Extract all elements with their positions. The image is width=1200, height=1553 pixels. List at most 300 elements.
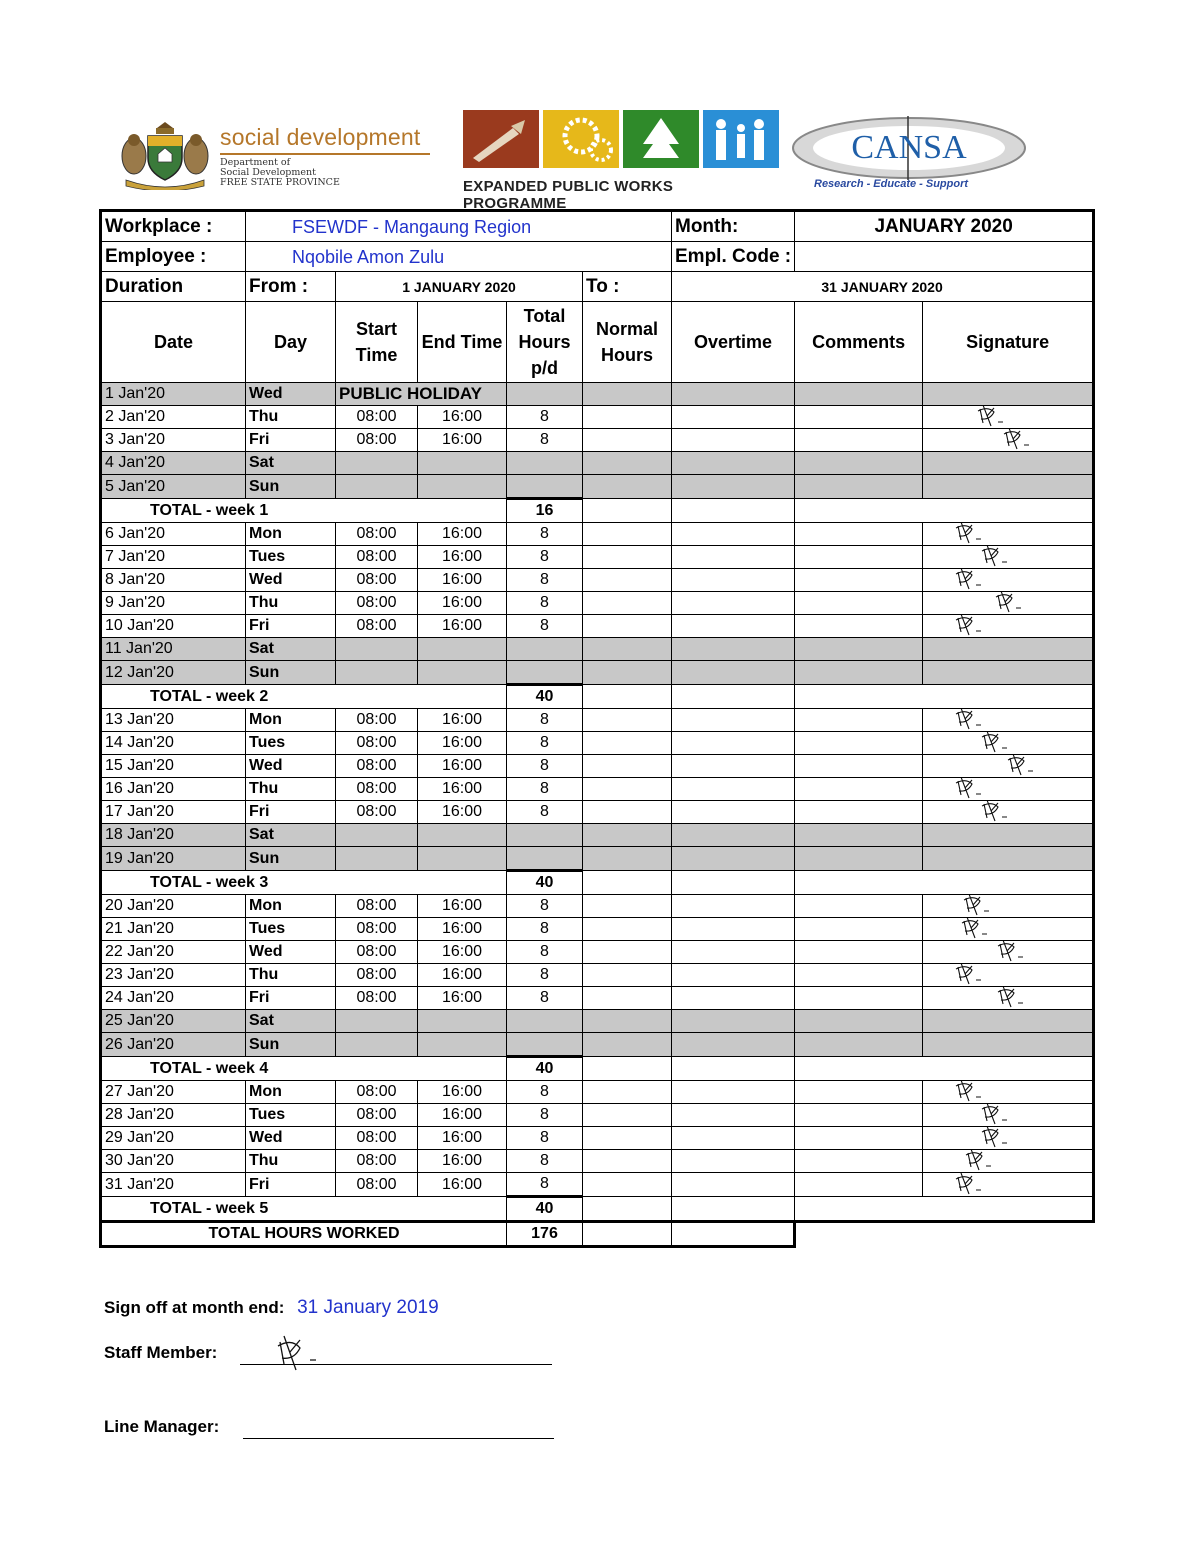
row-signature [923, 1150, 1094, 1173]
to-label: To : [583, 272, 672, 302]
row-end-time: 16:00 [418, 429, 507, 452]
row-day: Fri [246, 987, 336, 1010]
row-date: 13 Jan'20 [101, 709, 246, 732]
week-total-label: TOTAL - week 4 [101, 1057, 507, 1081]
row-end-time: 16:00 [418, 1173, 507, 1197]
row-comments [795, 824, 923, 847]
row-total-hours [507, 661, 583, 685]
row-date: 11 Jan'20 [101, 638, 246, 661]
row-overtime [672, 987, 795, 1010]
row-end-time: 16:00 [418, 1104, 507, 1127]
week-total-label: TOTAL - week 2 [101, 685, 507, 709]
row-normal-hours [583, 755, 672, 778]
row-overtime [672, 941, 795, 964]
row-total-hours: 8 [507, 429, 583, 452]
row-day: Wed [246, 1127, 336, 1150]
row-overtime [672, 1104, 795, 1127]
row-day: Wed [246, 569, 336, 592]
row-normal-hours [583, 1173, 672, 1197]
signoff-label: Sign off at month end: [104, 1298, 285, 1317]
work-day-row [101, 406, 1094, 429]
row-comments [795, 383, 923, 406]
row-end-time [418, 475, 507, 499]
row-comments [795, 429, 923, 452]
col-normal: Normal Hours [583, 302, 672, 383]
cansa-tagline: Research - Educate - Support [814, 178, 969, 190]
row-start-time: 08:00 [336, 895, 418, 918]
row-overtime [672, 778, 795, 801]
sd-dept: Department of [220, 157, 291, 168]
row-overtime [672, 523, 795, 546]
row-date: 18 Jan'20 [101, 824, 246, 847]
grand-total-hours: 176 [507, 1222, 583, 1247]
work-day-row [101, 1104, 1094, 1127]
work-day-row [101, 615, 1094, 638]
signature-icon [926, 755, 1086, 777]
row-signature [923, 1173, 1094, 1197]
row-date: 9 Jan'20 [101, 592, 246, 615]
signature-icon [926, 615, 1086, 637]
empl-code-label: Empl. Code : [672, 242, 795, 272]
row-total-hours [507, 452, 583, 475]
row-date: 14 Jan'20 [101, 732, 246, 755]
row-total-hours: 8 [507, 615, 583, 638]
row-start-time: 08:00 [336, 801, 418, 824]
row-comments-signature [795, 871, 1094, 895]
row-signature [923, 475, 1094, 499]
row-comments [795, 406, 923, 429]
row-day: Sun [246, 475, 336, 499]
row-end-time [418, 824, 507, 847]
row-signature [923, 546, 1094, 569]
row-total-hours: 8 [507, 569, 583, 592]
row-day: Fri [246, 801, 336, 824]
row-normal-hours [583, 406, 672, 429]
row-total-hours: 8 [507, 709, 583, 732]
row-normal-hours [583, 871, 672, 895]
row-date: 24 Jan'20 [101, 987, 246, 1010]
row-day: Wed [246, 383, 336, 406]
row-date: 30 Jan'20 [101, 1150, 246, 1173]
row-day: Fri [246, 429, 336, 452]
row-normal-hours [583, 918, 672, 941]
row-end-time: 16:00 [418, 755, 507, 778]
cansa-name: CANSA [851, 129, 967, 166]
row-date: 3 Jan'20 [101, 429, 246, 452]
row-end-time [418, 1033, 507, 1057]
row-normal-hours [583, 778, 672, 801]
row-signature [923, 941, 1094, 964]
row-start-time: 08:00 [336, 709, 418, 732]
row-overtime [672, 918, 795, 941]
row-signature [923, 523, 1094, 546]
work-day-row [101, 1127, 1094, 1150]
row-overtime [672, 661, 795, 685]
row-signature [923, 755, 1094, 778]
signature-icon [926, 546, 1086, 568]
duration-label: Duration [101, 272, 246, 302]
row-total-hours: 8 [507, 1104, 583, 1127]
col-start: Start Time [336, 302, 418, 383]
row-comments [795, 638, 923, 661]
row-start-time [336, 1033, 418, 1057]
signature-icon [926, 1150, 1086, 1172]
row-day: Thu [246, 1150, 336, 1173]
row-overtime [672, 895, 795, 918]
row-date: 6 Jan'20 [101, 523, 246, 546]
row-start-time: 08:00 [336, 1173, 418, 1197]
row-overtime [672, 1033, 795, 1057]
row-total-hours [507, 824, 583, 847]
row-normal-hours [583, 709, 672, 732]
row-normal-hours [583, 824, 672, 847]
row-day: Fri [246, 615, 336, 638]
row-normal-hours [583, 429, 672, 452]
month-value: JANUARY 2020 [795, 211, 1094, 242]
line-manager-line [104, 1417, 219, 1437]
row-comments [795, 1033, 923, 1057]
row-start-time: 08:00 [336, 592, 418, 615]
row-total-hours: 8 [507, 895, 583, 918]
signature-icon [926, 895, 1086, 917]
signature-icon [926, 987, 1086, 1009]
row-total-hours: 8 [507, 1173, 583, 1197]
row-overtime [672, 615, 795, 638]
row-date: 26 Jan'20 [101, 1033, 246, 1057]
row-comments [795, 941, 923, 964]
sd-title: social development [220, 124, 421, 150]
col-date: Date [101, 302, 246, 383]
row-normal-hours [583, 546, 672, 569]
timesheet-table [99, 209, 1095, 1248]
from-label: From : [246, 272, 336, 302]
col-comments: Comments [795, 302, 923, 383]
row-total-hours: 8 [507, 801, 583, 824]
empl-code-value [795, 242, 1094, 272]
row-signature [923, 638, 1094, 661]
row-signature [923, 709, 1094, 732]
weekend-row [101, 1033, 1094, 1057]
signature-icon [926, 1173, 1086, 1195]
row-start-time: 08:00 [336, 964, 418, 987]
row-comments [795, 475, 923, 499]
row-start-time: 08:00 [336, 523, 418, 546]
from-value: 1 JANUARY 2020 [336, 272, 583, 302]
row-comments [795, 1150, 923, 1173]
row-comments [795, 452, 923, 475]
row-overtime [672, 475, 795, 499]
col-overtime: Overtime [672, 302, 795, 383]
row-day: Fri [246, 1173, 336, 1197]
row-end-time: 16:00 [418, 569, 507, 592]
work-day-row [101, 1150, 1094, 1173]
row-date: 23 Jan'20 [101, 964, 246, 987]
row-overtime [672, 1081, 795, 1104]
row-comments [795, 755, 923, 778]
row-end-time: 16:00 [418, 592, 507, 615]
grand-normal-hours [583, 1222, 672, 1247]
signature-icon [926, 523, 1086, 545]
row-normal-hours [583, 801, 672, 824]
row-start-time [336, 847, 418, 871]
col-day: Day [246, 302, 336, 383]
row-end-time: 16:00 [418, 709, 507, 732]
employee-value: Nqobile Amon Zulu [246, 242, 672, 272]
row-date: 25 Jan'20 [101, 1010, 246, 1033]
row-total-hours: 8 [507, 1081, 583, 1104]
row-end-time [418, 1010, 507, 1033]
row-date: 16 Jan'20 [101, 778, 246, 801]
holiday-row [101, 383, 1094, 406]
row-day: Sun [246, 661, 336, 685]
row-normal-hours [583, 964, 672, 987]
row-end-time: 16:00 [418, 987, 507, 1010]
row-end-time: 16:00 [418, 964, 507, 987]
row-day: Thu [246, 964, 336, 987]
row-comments [795, 661, 923, 685]
row-total-hours: 8 [507, 523, 583, 546]
row-day: Mon [246, 895, 336, 918]
week-total-label: TOTAL - week 5 [101, 1197, 507, 1222]
row-end-time: 16:00 [418, 546, 507, 569]
row-date: 27 Jan'20 [101, 1081, 246, 1104]
workplace-label: Workplace : [101, 211, 246, 242]
signoff-line [104, 1297, 439, 1319]
row-day: Wed [246, 941, 336, 964]
row-date: 22 Jan'20 [101, 941, 246, 964]
signature-icon [926, 941, 1086, 963]
row-comments [795, 732, 923, 755]
row-start-time [336, 475, 418, 499]
row-comments [795, 987, 923, 1010]
row-overtime [672, 801, 795, 824]
row-overtime [672, 1057, 795, 1081]
row-comments [795, 847, 923, 871]
column-header-row [101, 302, 1094, 383]
row-overtime [672, 1150, 795, 1173]
employee-row [101, 242, 1094, 272]
week-total-label: TOTAL - week 1 [101, 499, 507, 523]
row-overtime [672, 452, 795, 475]
row-overtime [672, 429, 795, 452]
weekend-row [101, 661, 1094, 685]
row-total-hours: 8 [507, 1150, 583, 1173]
row-normal-hours [583, 1197, 672, 1222]
row-end-time: 16:00 [418, 732, 507, 755]
free-state-crest-icon [118, 118, 212, 190]
row-comments-signature [795, 499, 1094, 523]
row-normal-hours [583, 615, 672, 638]
row-signature [923, 661, 1094, 685]
row-date: 8 Jan'20 [101, 569, 246, 592]
work-day-row [101, 964, 1094, 987]
line-manager-label: Line Manager: [104, 1417, 220, 1436]
row-overtime [672, 1173, 795, 1197]
row-end-time: 16:00 [418, 523, 507, 546]
week-total-row [101, 685, 1094, 709]
row-day: Mon [246, 1081, 336, 1104]
row-start-time: 08:00 [336, 755, 418, 778]
row-normal-hours [583, 569, 672, 592]
row-date: 29 Jan'20 [101, 1127, 246, 1150]
row-comments-signature [795, 685, 1094, 709]
row-normal-hours [583, 523, 672, 546]
row-date: 31 Jan'20 [101, 1173, 246, 1197]
row-signature [923, 592, 1094, 615]
row-comments [795, 546, 923, 569]
col-signature: Signature [923, 302, 1094, 383]
row-comments [795, 1104, 923, 1127]
to-value: 31 JANUARY 2020 [672, 272, 1094, 302]
staff-member-line [104, 1343, 217, 1363]
row-day: Thu [246, 406, 336, 429]
row-normal-hours [583, 661, 672, 685]
row-date: 7 Jan'20 [101, 546, 246, 569]
manager-signature-field[interactable] [243, 1438, 554, 1439]
row-overtime [672, 1010, 795, 1033]
row-date: 19 Jan'20 [101, 847, 246, 871]
row-start-time [336, 452, 418, 475]
holiday-note: PUBLIC HOLIDAY [336, 383, 507, 406]
row-date: 15 Jan'20 [101, 755, 246, 778]
row-total-hours: 8 [507, 592, 583, 615]
row-day: Tues [246, 918, 336, 941]
work-day-row [101, 569, 1094, 592]
row-comments [795, 569, 923, 592]
row-start-time: 08:00 [336, 546, 418, 569]
row-signature [923, 778, 1094, 801]
work-day-row [101, 895, 1094, 918]
weekend-row [101, 1010, 1094, 1033]
row-start-time: 08:00 [336, 429, 418, 452]
row-total-hours: 8 [507, 964, 583, 987]
col-total: Total Hours p/d [507, 302, 583, 383]
grand-blank [795, 1222, 1094, 1247]
work-day-row [101, 918, 1094, 941]
row-overtime [672, 406, 795, 429]
row-total-hours: 8 [507, 918, 583, 941]
week-total-row [101, 1057, 1094, 1081]
row-end-time [418, 661, 507, 685]
sd-rule [220, 153, 430, 155]
row-end-time [418, 847, 507, 871]
duration-row [101, 272, 1094, 302]
work-day-row [101, 778, 1094, 801]
weekend-row [101, 824, 1094, 847]
signature-icon [926, 569, 1086, 591]
row-end-time: 16:00 [418, 406, 507, 429]
row-total-hours: 8 [507, 406, 583, 429]
work-day-row [101, 801, 1094, 824]
row-comments [795, 801, 923, 824]
row-comments [795, 918, 923, 941]
row-day: Tues [246, 732, 336, 755]
row-overtime [672, 569, 795, 592]
row-total-hours: 8 [507, 941, 583, 964]
weekend-row [101, 638, 1094, 661]
row-normal-hours [583, 1127, 672, 1150]
row-total-hours: 8 [507, 987, 583, 1010]
row-day: Mon [246, 709, 336, 732]
signature-icon [926, 1104, 1086, 1126]
row-signature [923, 406, 1094, 429]
row-total-hours: 8 [507, 778, 583, 801]
row-total-hours: 8 [507, 546, 583, 569]
row-overtime [672, 871, 795, 895]
row-signature [923, 895, 1094, 918]
row-comments [795, 592, 923, 615]
signature-icon [926, 429, 1086, 451]
work-day-row [101, 592, 1094, 615]
signature-icon [926, 778, 1086, 800]
row-signature [923, 824, 1094, 847]
row-overtime [672, 592, 795, 615]
row-start-time: 08:00 [336, 941, 418, 964]
week-total-hours: 16 [507, 499, 583, 523]
row-end-time: 16:00 [418, 778, 507, 801]
row-date: 10 Jan'20 [101, 615, 246, 638]
row-normal-hours [583, 1150, 672, 1173]
row-date: 2 Jan'20 [101, 406, 246, 429]
row-signature [923, 987, 1094, 1010]
work-day-row [101, 755, 1094, 778]
work-day-row [101, 732, 1094, 755]
row-day: Thu [246, 592, 336, 615]
row-start-time [336, 638, 418, 661]
row-day: Tues [246, 546, 336, 569]
row-signature [923, 383, 1094, 406]
row-total-hours [507, 475, 583, 499]
row-start-time: 08:00 [336, 1104, 418, 1127]
work-day-row [101, 546, 1094, 569]
signature-icon [926, 1081, 1086, 1103]
row-start-time: 08:00 [336, 732, 418, 755]
row-start-time: 08:00 [336, 778, 418, 801]
row-day: Sat [246, 1010, 336, 1033]
row-date: 20 Jan'20 [101, 895, 246, 918]
row-total-hours [507, 1033, 583, 1057]
row-overtime [672, 732, 795, 755]
row-day: Thu [246, 778, 336, 801]
signature-icon [926, 918, 1086, 940]
row-normal-hours [583, 847, 672, 871]
row-day: Sun [246, 847, 336, 871]
staff-member-label: Staff Member: [104, 1343, 218, 1362]
row-total-hours [507, 1010, 583, 1033]
work-day-row [101, 941, 1094, 964]
signature-icon [926, 1127, 1086, 1149]
row-comments [795, 615, 923, 638]
row-total-hours: 8 [507, 732, 583, 755]
row-end-time: 16:00 [418, 895, 507, 918]
row-normal-hours [583, 383, 672, 406]
row-total-hours [507, 638, 583, 661]
week-total-row [101, 499, 1094, 523]
row-overtime [672, 685, 795, 709]
row-comments-signature [795, 1057, 1094, 1081]
row-comments [795, 964, 923, 987]
row-day: Sat [246, 452, 336, 475]
signoff-date: 31 January 2019 [297, 1297, 439, 1318]
row-overtime [672, 964, 795, 987]
row-signature [923, 964, 1094, 987]
row-signature [923, 1127, 1094, 1150]
workplace-row [101, 211, 1094, 242]
row-overtime [672, 709, 795, 732]
row-comments [795, 778, 923, 801]
signature-icon [926, 732, 1086, 754]
row-start-time [336, 1010, 418, 1033]
